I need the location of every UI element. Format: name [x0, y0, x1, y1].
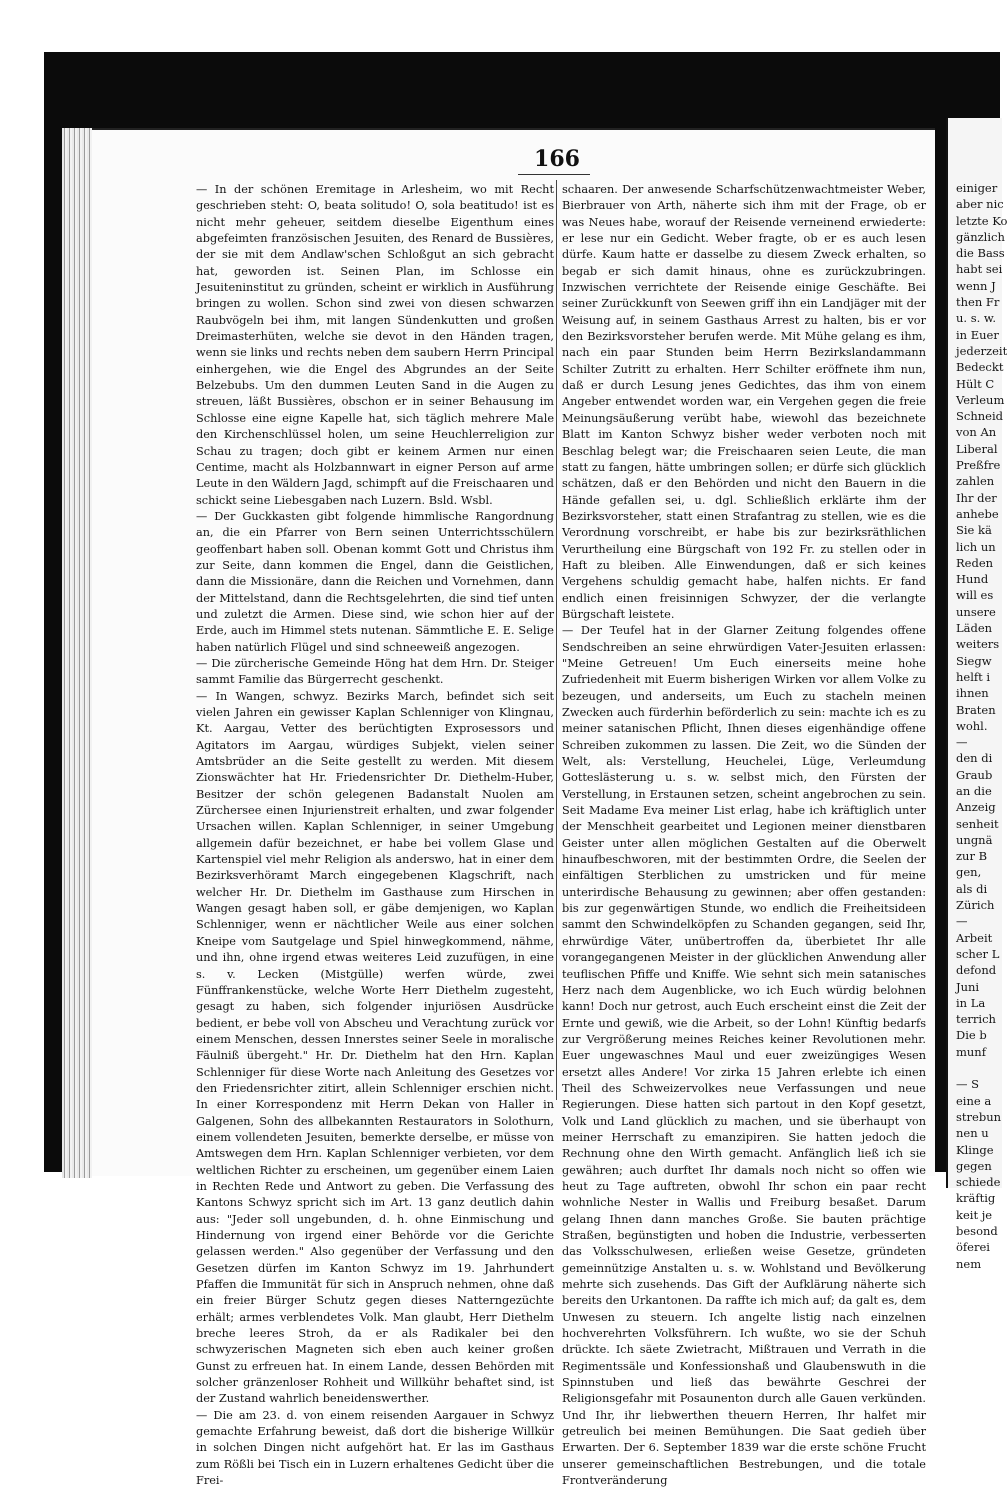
- adjacent-page-line: lich un: [956, 539, 996, 554]
- adjacent-page-line: schiede: [956, 1175, 1001, 1190]
- adjacent-page-line: eine a: [956, 1093, 992, 1108]
- adjacent-page-line: u. s. w.: [956, 311, 997, 326]
- adjacent-page-line: Preßfre: [956, 458, 1001, 473]
- left-column: [196, 182, 554, 1490]
- adjacent-page-line: keit je: [956, 1207, 993, 1222]
- adjacent-page-line: einiger: [956, 181, 998, 195]
- adjacent-page-line: ungnä: [956, 832, 993, 847]
- adjacent-page-line: Graub: [956, 767, 993, 782]
- adjacent-page-line: Sie kä: [956, 523, 992, 538]
- adjacent-page-line: then Fr: [956, 295, 1000, 310]
- adjacent-page-line: weiters: [956, 637, 1000, 652]
- article-wangen: — In Wangen, schwyz. Bezirks March, befindet sich seit vielen Jahren ein gewisser Kaplan Schlenniger von Klingnau, Kt. Aargau, Vetter des berüchtigten Exprosessors und Agitators im Aargau, würdiges Subjekt, vielen seiner Amtsbrüder an die Seite gestellt zu werden. Mit diesem Zionswächter hat Hr. Friedensrichter Dr. Diethelm-Huber, Besitzer der schön gelegenen Badanstalt Nuolen am Zürchersee einen Injurienstreit erhalten, und zwar folgender Ursachen willen. Kaplan Schlenniger, in seiner Umgebung allgemein dafür bezeichnet, er habe bei vollem Glase und Kartenspiel viel mehr Religion als anderswo, hat in einer dem Bezirksverhöramt March eingegebenen Klagschrift, nach welcher Hr. Dr. Diethelm im Gasthause zum Hirschen in Wangen gesagt haben soll, er gäbe demjenigen, wo Kaplan Schlenniger, wenn er nächtlicher Weile aus einer solchen Kneipe vom Sautgelage und Spiel hinwegkommend, nähme, und ihn, ohne irgend etwas weiteres Leid zuzufügen, in eine s. v. Lecken (Mistgülle) werfen würde, zwei Fünffrankenstücke, welche Worte Herr Diethelm zugesteht, gesagt zu haben, sich folgender injuriösen Ausdrücke bedient, er bebe voll von Abscheu und Verachtung zurück vor einem Menschen, dessen Innerstes seiner Seele in moralische Fäulniß übergeht." Hr. Dr. Diethelm hat den Hrn. Kaplan Schlenniger für diese Worte nach Anleitung des Gesetzes vor den Friedensrichter zitirt, allein Schlenniger erschien nicht. In einer Korrespondenz mit Herrn Dekan von Haller in Galgenen, Sohn des allbekannten Restaurators in Solothurn, einem vollendeten Jesuiten, bemerkte derselbe, er müsse von Amtswegen dem Hrn. Kaplan Schlenniger verbieten, vor dem weltlichen Richter zu erscheinen, um gegenüber einem Laien in Rechten Rede und Antwort zu geben. Die Verfassung des Kantons Schwyz spricht sich im Art. 13 ganz deutlich dahin aus: "Jeder soll ungebunden, d. h. ohne Einmischung und Hindernung von irgend einer Behörde vor die Gerichte gelassen werden." Also gegenüber der Verfassung und den Gesetzen dürfen im Kanton Schwyz im 19. Jahrhundert Pfaffen die Immunität für sich in Anspruch nehmen, ohne daß ein freier Bürger Schutz gegen dieses Natterngezüchte erhält; armes verblendetes Volk. Man glaubt, Herr Diethelm breche leeres Stroh, da er als Radikaler bei den schwyzerischen Magneten sich eben auch keiner großen Gunst zu erfreuen hat. In einem Lande, dessen Behörden mit solcher gränzenloser Rohheit und Willkühr behaftet sind, ist der Zustand wahrlich beneidenswerther.: [196, 689, 554, 1406]
- adjacent-page-line: Reden: [956, 555, 994, 570]
- page-edge-stack: [62, 128, 92, 1178]
- adjacent-page-line: an die: [956, 783, 992, 798]
- page-number-rule: [518, 174, 590, 175]
- adjacent-page-line: Braten: [956, 702, 996, 717]
- adjacent-page-line: munf: [956, 1044, 986, 1059]
- adjacent-page-line: senheit: [956, 816, 999, 831]
- adjacent-page-line: Die b: [956, 1028, 987, 1043]
- adjacent-page-line: unsere: [956, 604, 996, 619]
- adjacent-page-line: in La: [956, 995, 986, 1010]
- adjacent-page-line: zahlen: [956, 474, 995, 489]
- adjacent-page-fragment: [946, 118, 1007, 1271]
- adjacent-page-line: — S: [956, 1077, 980, 1092]
- adjacent-page-line: jederzeit: [956, 343, 1007, 358]
- adjacent-page-line: will es: [956, 588, 994, 603]
- adjacent-page-line: von An: [956, 425, 997, 440]
- adjacent-page-line: anhebe: [956, 506, 999, 521]
- column-divider: [556, 180, 557, 1100]
- adjacent-page-line: wohl.: [956, 718, 988, 733]
- adjacent-page-line: scher L: [956, 946, 1000, 961]
- fragment-top-spacing: [948, 118, 1002, 180]
- adjacent-page-line: helft i: [956, 669, 991, 684]
- adjacent-page-line: Juni: [956, 979, 980, 994]
- adjacent-page-line: besond: [956, 1224, 998, 1238]
- article-hoeng: — Die zürcherische Gemeinde Höng hat dem Hrn. Dr. Steiger sammt Familie das Bürgerrecht geschenkt.: [196, 656, 554, 687]
- adjacent-page-line: öferei: [956, 1240, 990, 1255]
- article-guckkasten: — Der Guckkasten gibt folgende himmlische Rangordnung an, die ein Pfarrer von Bern seinen Unterrichtsschülern geoffenbart haben soll. Obenan kommt Gott und Christus ihm zur Seite, dann kommen die Engel, dann die Geistlichen, dann die Missionäre, dann die Reichen und Vornehmen, dann der Mittelstand, dann die Rechtsgelehrten, die sind tief unten und zuletzt die Armen. Diese sind, wie schon hier auf der Erde, auch im Himmel stets nutenan. Sämmtliche E. E. Selige haben natürlich Flügel und sind schneeweiß angezogen.: [196, 509, 554, 654]
- adjacent-page-line: wenn J: [956, 278, 996, 293]
- adjacent-page-line: Schneid: [956, 409, 1003, 424]
- adjacent-page-line: ihnen: [956, 686, 989, 701]
- adjacent-page-line: defond: [956, 963, 997, 978]
- adjacent-page-line: —: [956, 735, 968, 750]
- adjacent-page-line: Hund: [956, 572, 989, 587]
- adjacent-page-line: Liberal: [956, 441, 998, 456]
- page-number: 166: [534, 146, 580, 172]
- adjacent-page-line: letzte Ko: [956, 213, 1007, 228]
- adjacent-page-line: nen u: [956, 1126, 989, 1141]
- adjacent-page-line: Arbeit: [956, 930, 993, 945]
- adjacent-page-line: Zürich: [956, 898, 995, 913]
- adjacent-page-line: —: [956, 914, 968, 929]
- adjacent-page-line: die Bass: [956, 246, 1005, 261]
- adjacent-page-line: kräftig: [956, 1191, 996, 1206]
- adjacent-page-line: Anzeig: [956, 800, 996, 815]
- adjacent-page-line: Verleum: [956, 392, 1005, 407]
- adjacent-page-line: habt sei: [956, 262, 1003, 277]
- adjacent-page-line: Läden: [956, 621, 993, 636]
- article-aargauer-start: — Die am 23. d. von einem reisenden Aargauer in Schwyz gemachte Erfahrung beweist, daß dort die bisherige Willkür in solchen Dingen nicht aufgehört hat. Er las im Gasthaus zum Rößli bei Tisch ein in Luzern erhaltenes Gedicht über die Frei-: [196, 1408, 554, 1488]
- adjacent-page-line: nem: [956, 1256, 982, 1271]
- article-teufel-sendschreiben: — Der Teufel hat in der Glarner Zeitung folgendes offene Sendschreiben an seine ehrwürdigen Vater-Jesuiten erlassen: "Meine Getreuen! Um Euch einerseits meine hohe Zufriedenheit mit Euerm bisherigen Wirken vor allem Volke zu bezeugen, und anderseits, um Euch zu stacheln meinen Zwecken auch fürderhin beförderlich zu sein: machte ich es zu meiner satanischen Pflicht, Ihnen dieses eigenhändige offene Schreiben zukommen zu lassen. Die Zeit, wo die Sünden der Welt, als: Verstellung, Heuchelei, Lüge, Verleumdung Gotteslästerung u. s. w. selbst mich, den Fürsten der Verstellung, in Erstaunen setzen, scheint angebrochen zu sein. Seit Madame Eva meiner List erlag, habe ich kräftiglich unter der Menschheit gearbeitet und Legionen meiner dienstbaren Geister unter allen möglichen Gestalten auf die Oberwelt hinaufbeschworen, mit der bestimmten Ordre, die Seelen der einfältigen Sterblichen zu umstricken und für meine unterirdische Behausung zu gewinnen; aber offen gestanden: bis zur gegenwärtigen Stunde, wo endlich die Freiheitsideen sammt den Schwindelköpfen zu Schanden gegangen, seid Ihr, ehrwürdige Väter, unübertroffen da, überbietet Ihr alle vorangegangenen Meister in der glücklichen Anwendung aller teuflischen Pfiffe und Kniffe. Wie sehnt sich mein satanisches Herz nach dem Augenblicke, wo ich Euch würdig belohnen kann! Doch nur getrost, auch Euch erscheint einst die Zeit der Ernte und gewiß, wie die Arbeit, so der Lohn! Künftig bedarfs zur Vergrößerung meines Reiches keiner Revolutionen mehr. Euer ungewaschnes Maul und euer zweizüngiges Wesen ersetzt alles Andere! Vor zirka 15 Jahren erlebte ich einen Theil des Schweizervolkes neue Verfassungen und neue Regierungen. Diese hatten sich partout in den Kopf gesetzt, Volk und Land glücklich zu machen, und sie überhaupt von meiner Herrschaft zu emanzipiren. Sie hatten jedoch die Rechnung ohne den Wirth gemacht. Anfänglich ließ ich sie gewähren; auch durftet Ihr damals noch nicht so offen wie heut zu Tage auftreten, obwohl Ihr schon ein paar recht wohnliche Nester in Wallis und Freiburg besaßet. Darum gelang Ihnen dann manches Große. Sie bauten prächtige Straßen, begünstigten und hoben die Industrie, verbesserten das Volksschulwesen, erließen weise Gesetze, gründeten gemeinnützige Anstalten u. s. w. Wohlstand und Bevölkerung mehrte sich zusehends. Das Gift der Aufklärung näherte sich bereits den Urkantonen. Da raffte ich mich auf; da galt es, dem Unwesen zu steuern. Ich angelte listig nach einzelnen hochverehrten Volksführern. Ich wußte, wo sie der Schuh drückte. Ich säete Zwietracht, Mißtrauen und Verrath in die Regimentssäle und Konfessionshaß und Glaubenswuth in die Spinnstuben und ließ das bewährte Geschrei der Religionsgefahr mit Posaunenton durch alle Gauen verkünden. Und Ihr, ihr liebwerthen theuern Herren, Ihr halfet mir getreulich bei meinen Bemühungen. Die Saat gedieh über Erwarten. Der 6. September 1839 war die erste schöne Frucht unserer gemeinschaftlichen Bestrebungen, und die totale Frontveränderung: [562, 624, 926, 1488]
- adjacent-page-line: Bedeckt: [956, 360, 1004, 375]
- article-aargauer-continued: schaaren. Der anwesende Scharfschützenwachtmeister Weber, Bierbrauer von Arth, näherte sich ihm mit der Frage, ob er was Neues habe, worauf der Reisende verneinend erwiederte: er lese nur ein Gedicht. Weber fragte, ob er es auch lesen dürfe. Kaum hatte er dasselbe zu diesem Zweck erhalten, so begab er sich damit hinaus, ohne es zurückzubringen. Inzwischen verrichtete der Reisende einige Geschäfte. Bei seiner Zurückkunft von Seewen griff ihn ein Landjäger mit der Weisung auf, in seinem Gasthaus Arrest zu halten, bis er vor den Bezirksvorsteher berufen werde. Mit Mühe gelang es ihm, nach ein paar Stunden beim Herrn Bezirkslandammann Schilter Zutritt zu erhalten. Herr Schilter eröffnete ihm nun, daß er durch Lesung jenes Gedichtes, das ihm von einem Angeber entwendet worden war, ein Vergehen gegen die freie Meinungsäußerung verübt habe, wiewohl das bezeichnete Blatt im Kanton Schwyz bisher weder verboten noch mit Beschlag belegt war; die Freischaaren seien Leute, die man statt zu fangen, hätte umbringen sollen; er dürfe sich glücklich schätzen, daß er den Behörden und nicht den Bauern in die Hände gefallen sei, u. dgl. Schließlich erklärte ihm der Bezirksvorsteher, statt einen Strafantrag zu stellen, wie es die Verordnung vorschreibt, er habe bis zur bezirksräthlichen Verurtheilung eine Bürgschaft von 192 Fr. zu stellen oder in Haft zu bleiben. Alle Einwendungen, daß er sich keines Vergehens schuldig gemacht habe, halfen nichts. Er fand endlich einen freisinnigen Schwyzer, der die verlangte Bürgschaft leistete.: [562, 183, 926, 621]
- adjacent-page-line: den di: [956, 751, 993, 766]
- adjacent-page-line: terrich: [956, 1012, 996, 1027]
- adjacent-page-line: aber nic: [956, 197, 1004, 212]
- adjacent-page-line: strebun: [956, 1109, 1002, 1124]
- adjacent-page-line: in Euer: [956, 327, 999, 342]
- adjacent-page-line: zur B: [956, 849, 988, 864]
- middle-column: [562, 182, 926, 1490]
- adjacent-page-line: Hült C: [956, 376, 995, 391]
- adjacent-page-line: [948, 1060, 1002, 1076]
- adjacent-page-line: als di: [956, 881, 988, 896]
- adjacent-page-line: Klinge: [956, 1142, 994, 1157]
- adjacent-page-line: gen,: [956, 865, 982, 880]
- adjacent-page-line: gegen: [956, 1158, 992, 1173]
- adjacent-page-line: gänzlich: [956, 229, 1005, 244]
- adjacent-page-line: Ihr der: [956, 490, 997, 505]
- article-eremitage: — In der schönen Eremitage in Arlesheim, wo mit Recht geschrieben steht: O, beata solitudo! O, sola beatitudo! ist es nicht mehr geheuer, seitdem dieselbe Eigenthum eines abgefeimten französischen Jesuiten, des Renard de Bussières, der sie mit dem Andlaw'schen Schloßgut an sich gebracht hat, geworden ist. Seinen Plan, im Schlosse ein Jesuiteninstitut zu gründen, scheint er wirklich in Ausführung bringen zu wollen. Schon sind zwei von diesen schwarzen Raubvögeln bei ihm, mit langen Sündenkutten und großen Dreimasterhüten, welche sie devot in den Händen tragen, wenn sie links und rechts neben dem saubern Herrn Principal einhergehen, wie die Engel des Abgrundes an der Seite Belzebubs. Um den dummen Leuten Sand in die Augen zu streuen, läßt Bussières, obschon er in seiner Behausung im Schlosse eine eigne Kapelle hat, sich täglich mehrere Male den Kirchenschlüssel holen, um seine Heuchlerreligion zur Schau zu tragen; doch gibt er keinem Armen nur einen Centime, macht als Holzbannwart in eigner Person auf arme Leute in den Wäldern Jagd, schimpft auf die Freischaaren und schickt seine Liebesgaben nach Luzern. Bsld. Wsbl.: [196, 183, 554, 507]
- adjacent-page-line: Siegw: [956, 653, 992, 668]
